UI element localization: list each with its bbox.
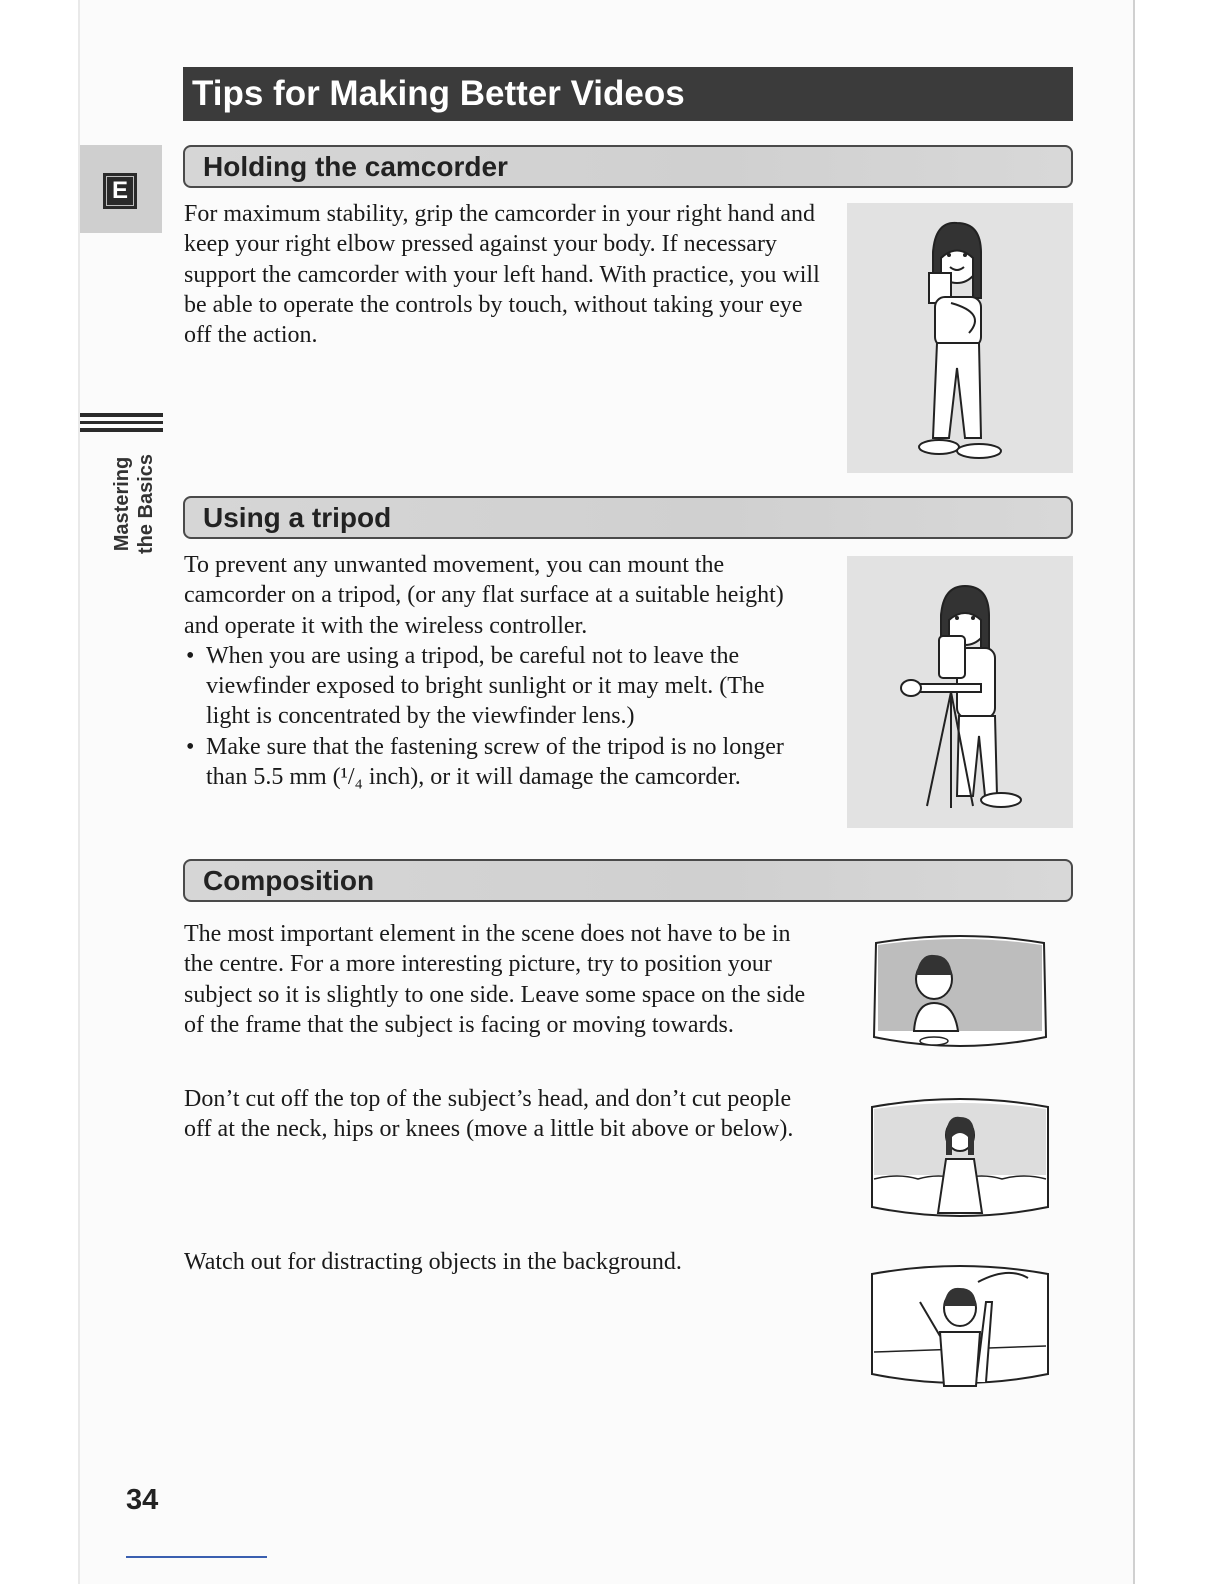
composition-text-3 bbox=[184, 1247, 809, 1277]
composition-paragraph-3: Watch out for distracting objects in the background. bbox=[184, 1249, 682, 1275]
tripod-text bbox=[184, 550, 809, 792]
section-heading-tripod: Using a tripod bbox=[183, 496, 1073, 539]
person-holding-camcorder-illustration bbox=[847, 203, 1073, 473]
list-item: • Make sure that the fastening screw of the tripod is no longer than 5.5 mm (¹/₄ inch), or it will damage the camcorder. bbox=[184, 732, 809, 793]
headroom-composition-frame bbox=[868, 1095, 1052, 1225]
page-edge bbox=[1133, 0, 1135, 1584]
chapter-label-line2: the Basics bbox=[135, 453, 157, 555]
person-with-tripod-illustration bbox=[847, 556, 1073, 828]
page-title: Tips for Making Better Videos bbox=[183, 67, 1073, 121]
tripod-bullet-list bbox=[184, 641, 809, 792]
holding-paragraph: For maximum stability, grip the camcorder in your right hand and keep your right elbow pressed against your body. If necessary support the camcorder with your left hand. With practice, you will be able to operate the controls by touch, without taking your eye off the action. bbox=[184, 201, 820, 349]
side-divider-lines bbox=[80, 413, 163, 436]
list-item: • When you are using a tripod, be careful not to leave the viewfinder exposed to bright sunlight or it may melt. (The light is concentrated by the viewfinder lens.) bbox=[184, 641, 809, 732]
chapter-side-label bbox=[106, 440, 162, 568]
language-letter: E bbox=[103, 173, 137, 209]
chapter-label-line1: Mastering bbox=[111, 456, 133, 552]
tripod-illustration bbox=[847, 556, 1073, 828]
holding-illustration bbox=[847, 203, 1073, 473]
background-distraction-frame bbox=[868, 1262, 1052, 1392]
footer-rule bbox=[126, 1556, 267, 1558]
page-number: 34 bbox=[126, 1484, 159, 1516]
composition-text-2 bbox=[184, 1084, 809, 1145]
section-heading-holding: Holding the camcorder bbox=[183, 145, 1073, 188]
composition-paragraph-1: The most important element in the scene does not have to be in the centre. For a more interesting picture, try to position your subject so it is slightly to one side. Leave some space on the side of the frame that the subject is facing or moving towards. bbox=[184, 921, 806, 1038]
composition-text-1 bbox=[184, 919, 809, 1040]
composition-paragraph-2: Don’t cut off the top of the subject’s head, and don’t cut people off at the neck, hips or knees (move a little bit above or below). bbox=[184, 1086, 794, 1143]
holding-text bbox=[184, 199, 824, 350]
section-heading-composition: Composition bbox=[183, 859, 1073, 902]
tripod-paragraph: To prevent any unwanted movement, you can mount the camcorder on a tripod, (or any flat surface at a suitable height) and operate it with the wireless controller. bbox=[184, 552, 784, 639]
off-center-composition-frame bbox=[870, 933, 1050, 1059]
language-tab bbox=[80, 145, 162, 233]
